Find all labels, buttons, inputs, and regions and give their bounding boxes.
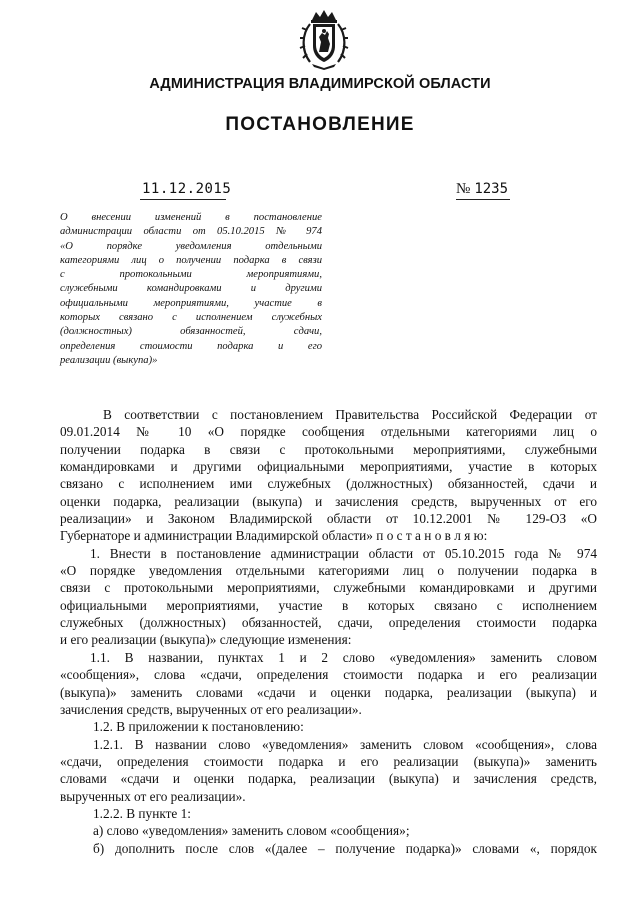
body-line: реализации» и Законом Владимирской области от 10.12.2001 № 129-ОЗ «О [60,511,597,527]
coat-of-arms-icon [298,8,350,70]
body-line: служебных (должностных) обязанностей, сдачи, определения стоимости подарка [60,615,597,631]
subject-line: служебными командировками и другими [60,283,322,295]
body-line: вырученных от его реализации». [60,788,246,804]
subject-line: «О порядке уведомления отдельными [60,240,322,252]
body-line: зачисления средств, вырученных от его реализации». [60,701,362,717]
body-line: 1.2.2. В пункте 1: [93,805,191,821]
body-line: В соответствии с постановлением Правительства Российской Федерации от [103,407,597,422]
subject-line: О внесении изменений в постановление [60,212,322,223]
subject-line: (должностных) обязанностей, сдачи, [60,326,322,338]
subject-line: с протокольными мероприятиями, [60,269,322,281]
organization-name: АДМИНИСТРАЦИЯ ВЛАДИМИРСКОЙ ОБЛАСТИ [149,76,491,92]
body-line: 09.01.2014 № 10 «О порядке сообщения отдельными категориями лиц о [60,424,597,440]
number-underline [456,199,510,200]
subject-line: официальными мероприятиями, участие в [60,297,322,309]
body-line: получении подарка в связи с протокольными мероприятиями, служебными [60,441,597,457]
subject-line: реализации (выкупа)» [60,354,158,366]
number-label: № [456,181,471,197]
number-value: 1235 [474,181,509,197]
document-type-title: ПОСТАНОВЛЕНИЕ [225,114,415,135]
body-line: а) слово «уведомления» заменить словом «сообщения»; [93,823,410,839]
document-subject [60,211,322,368]
body-line: связано с исполнением ими служебных (должностных) обязанностей, сдачи и [60,476,597,492]
document-body [60,406,597,857]
date-underline [140,199,226,200]
body-line: командировками и другими официальными мероприятиями, участие в которых [60,459,597,475]
body-line: «сообщения», слова «сдачи, определения стоимости подарка и его реализации [60,667,597,683]
body-line: 1.2.1. В названии слово «уведомления» заменить словом «сообщения», слова [93,736,597,752]
body-line: Губернаторе и администрации Владимирской области» п о с т а н о в л я ю: [60,528,488,544]
body-line: связи с протокольными мероприятиями, служебными командировками и другими [60,580,597,596]
subject-line: которых связано с исполнением служебных [60,312,322,324]
document-number [456,181,508,198]
body-line: 1.2. В приложении к постановлению: [93,719,304,735]
body-line: 1.1. В названии, пунктах 1 и 2 слово «уведомления» заменить словом [90,649,597,665]
body-line: и его реализации (выкупа)» следующие изменения: [60,632,352,648]
body-line: «сдачи, определения стоимости подарка и его реализации (выкупа)» заменить [60,753,597,769]
body-line: оценки подарка, реализации (выкупа) и зачисления средств, вырученных от его [60,493,597,509]
subject-line: определения стоимости подарка и его [60,340,322,352]
subject-line: категориями лиц о получении подарка в связи [60,254,322,266]
subject-line: администрации области от 05.10.2015 № 974 [60,226,322,238]
document-date: 11.12.2015 [142,181,232,197]
body-line: 1. Внести в постановление администрации области от 05.10.2015 года № 974 [90,545,597,561]
body-line: «О порядке уведомления отдельными категориями лиц о получении подарка в [60,563,597,579]
body-line: (выкупа)» заменить словами «сдачи и оценки подарка, реализации (выкупа) и [60,684,597,700]
body-line: словами «сдачи и оценки подарка, реализации (выкупа) и зачисления средств, [60,771,597,787]
body-line: б) дополнить после слов «(далее – получение подарка)» словами «, порядок [93,840,597,856]
body-line: официальными мероприятиями, участие в которых связано с исполнением [60,597,597,613]
